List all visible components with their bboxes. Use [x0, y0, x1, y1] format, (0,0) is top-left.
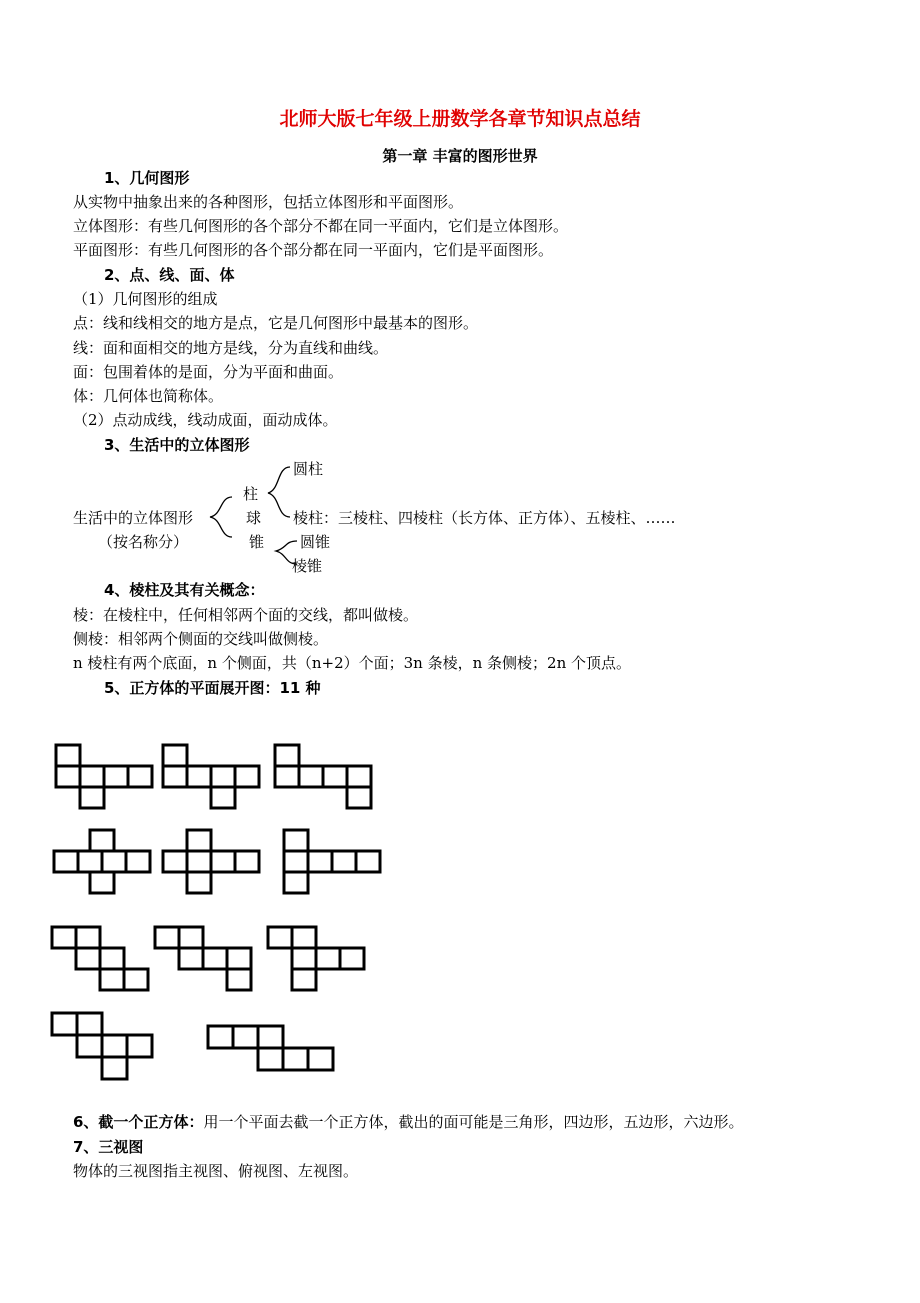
- section-2-line-6: （2）点动成线，线动成面，面动成体。: [73, 411, 338, 429]
- section-4-line-1: 棱：在棱柱中，任何相邻两个面的交线，都叫做棱。: [73, 606, 419, 624]
- section-2-line-5: 体：几何体也简称体。: [73, 387, 224, 405]
- cube-net-5: [163, 830, 259, 893]
- section-1-heading: 1、几何图形: [104, 169, 190, 187]
- section-1-line-2: 立体图形：有些几何图形的各个部分不都在同一平面内，它们是立体图形。: [73, 217, 569, 235]
- cube-net-6: [284, 830, 380, 893]
- tree-sphere: 球: [246, 509, 262, 527]
- section-4-line-3: n 棱柱有两个底面，n 个侧面，共（n+2）个面；3n 条棱，n 条侧棱；2n 个顶点。: [73, 654, 632, 672]
- tree-prism: 棱柱：三棱柱、四棱柱（长方体、正方体）、五棱柱、……: [293, 509, 676, 527]
- section-5-heading: 5、正方体的平面展开图：11 种: [104, 679, 321, 697]
- tree-cylinder: 圆柱: [293, 460, 324, 478]
- document-title: 北师大版七年级上册数学各章节知识点总结: [279, 108, 641, 130]
- chapter-heading: 第一章 丰富的图形世界: [382, 147, 538, 165]
- section-6-heading: 6、截一个正方体：: [73, 1113, 204, 1131]
- section-4-heading: 4、棱柱及其有关概念：: [104, 581, 265, 599]
- section-7-text: 物体的三视图指主视图、俯视图、左视图。: [73, 1162, 359, 1180]
- cube-net-2: [163, 745, 259, 808]
- section-4-line-2: 侧棱：相邻两个侧面的交线叫做侧棱。: [73, 630, 329, 648]
- tree-pyramid: 棱锥: [292, 557, 323, 575]
- cube-net-1: [56, 745, 152, 808]
- cube-net-4: [54, 830, 150, 893]
- section-7-heading: 7、三视图: [73, 1138, 144, 1156]
- tree-prism-group: 柱: [243, 485, 259, 503]
- section-1-line-3: 平面图形：有些几何图形的各个部分都在同一平面内，它们是平面图形。: [73, 241, 554, 259]
- section-2-line-1: （1）几何图形的组成: [73, 290, 218, 308]
- section-2-heading: 2、点、线、面、体: [104, 266, 235, 284]
- section-3-heading: 3、生活中的立体图形: [104, 436, 250, 454]
- cube-net-8: [155, 927, 251, 990]
- section-2-line-2: 点：线和线相交的地方是点，它是几何图形中最基本的图形。: [73, 314, 479, 332]
- section-1-line-1: 从实物中抽象出来的各种图形，包括立体图形和平面图形。: [73, 193, 464, 211]
- tree-cone-group: 锥: [249, 533, 265, 551]
- section-6-text: 用一个平面去截一个正方体，截出的面可能是三角形，四边形，五边形，六边形。: [203, 1113, 744, 1131]
- tree-root-note: （按名称分）: [98, 533, 189, 551]
- tree-cone: 圆锥: [300, 533, 331, 551]
- cube-net-7: [52, 927, 148, 990]
- cube-net-3: [275, 745, 371, 808]
- cube-net-11: [208, 1026, 333, 1070]
- tree-root: 生活中的立体图形: [73, 509, 194, 527]
- cube-net-9: [268, 927, 364, 990]
- cube-net-10: [52, 1013, 152, 1079]
- section-2-line-3: 线：面和面相交的地方是线，分为直线和曲线。: [73, 339, 389, 357]
- section-6: [73, 1112, 743, 1132]
- section-2-line-4: 面：包围着体的是面，分为平面和曲面。: [73, 363, 344, 381]
